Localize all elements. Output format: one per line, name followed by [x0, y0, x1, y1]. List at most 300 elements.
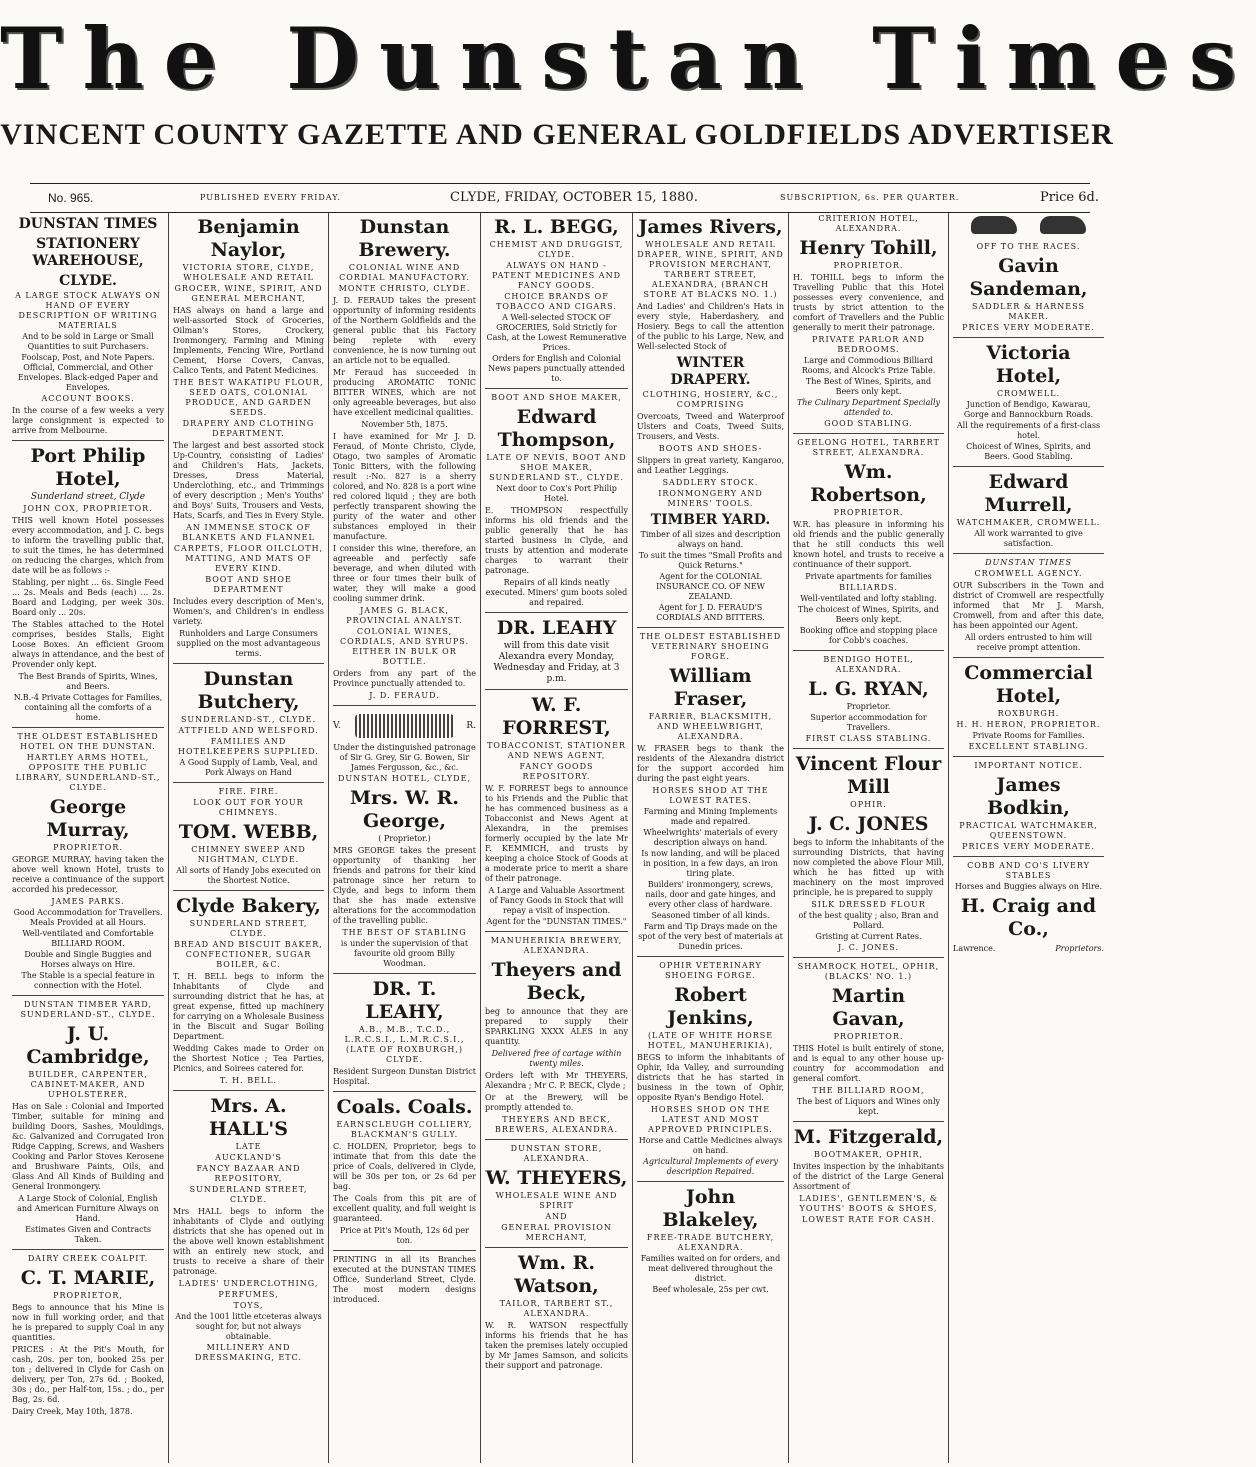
- ad-text: FIRE. FIRE.: [218, 787, 279, 796]
- ad-heading: Henry Tohill,: [799, 237, 938, 259]
- ad-text: Mr Feraud has succeeded in producing AROMATIC TONIC BITTER WINES, which are not only agreeable beverages, but also have excellent medicinal qualities.: [333, 368, 476, 417]
- ad-text: Farm and Tip Drays made on the spot of the very best of materials at Dunedin prices.: [638, 922, 783, 951]
- ad-text: ( Proprietor.): [378, 834, 431, 843]
- ad-text: A Large and Valuable Assortment of Fancy Goods in Stock that will repay a visit of inspection.: [488, 886, 625, 915]
- ad-text: ROXBURGH.: [997, 709, 1060, 718]
- ad-heading: Mrs. W. R. George,: [350, 787, 459, 832]
- divider: [793, 748, 944, 749]
- ad-text: Includes every description of Men's, Women's, and Children's in endless variety.: [173, 597, 324, 626]
- ad-text: J. C. JONES.: [838, 943, 899, 952]
- ad-text: C. HOLDEN, Proprietor, begs to intimate that from this date the price of Coals, delivered in Clyde, will be 30s per ton, or 2s 6d per bag.: [333, 1142, 476, 1191]
- ad-text: MANUHERIKIA BREWERY, ALEXANDRA.: [490, 936, 623, 955]
- ad-heading: Dunstan Butchery,: [197, 668, 300, 713]
- issue-number: No. 965.: [48, 191, 94, 205]
- ad-text: Runholders and Large Consumers supplied on the most advantageous terms.: [176, 629, 321, 658]
- ad-heading: Martin Gavan,: [831, 985, 906, 1030]
- ad-text: BOOT AND SHOE DEPARTMENT: [205, 575, 292, 594]
- ad-heading: Gavin Sandeman,: [969, 255, 1088, 300]
- horse-icon: [1040, 216, 1086, 234]
- ad-heading: STATIONERY WAREHOUSE,: [32, 236, 144, 269]
- ad-text: MILLINERY AND DRESSMAKING, ETC.: [195, 1343, 302, 1362]
- divider: [485, 388, 628, 389]
- column-5: [632, 213, 788, 1463]
- ad-text: T. H. BELL begs to inform the Inhabitants of Clyde and surrounding district that he has, at great expense, fitted up machinery for carrying on a Wholesale Business in the Biscuit and Sugar Boiling Department.: [173, 972, 324, 1041]
- ad-text: FIRST CLASS STABLING.: [805, 734, 932, 743]
- ad-text: OPHIR.: [850, 800, 887, 809]
- ad-heading: TOM. WEBB,: [178, 821, 319, 843]
- horse-icon: [971, 216, 1017, 234]
- ad-text: EARNSCLEUGH COLLIERY, BLACKMAN'S GULLY.: [336, 1120, 473, 1139]
- ad-text: of the best quality ; also, Bran and Pollard.: [798, 911, 939, 930]
- ad-text: PRICES VERY MODERATE.: [962, 323, 1095, 332]
- ad-text: Has on Sale : Colonial and Imported Timber, suitable for mining and building Doors, Sashes, Mouldings, &c. Galvanized and Corrugated Iron Ridge Capping, Screws, and Washers Cooking and Parlor Stoves Kerosene and Brushware Paints, Oils, and Glass And All Kinds of Building and General Ironmongery.: [12, 1102, 164, 1191]
- divider: [12, 440, 164, 441]
- ad-text: TOYS,: [233, 1301, 264, 1310]
- divider: [173, 782, 324, 783]
- divider: [793, 1121, 944, 1122]
- ad-text: H. H. HERON, PROPRIETOR.: [956, 720, 1101, 729]
- ad-text: Mrs HALL begs to inform the inhabitants of Clyde and outlying districts that she has opened out in the above well known establishment with an entirely new stock, and trusts to receive a share of their patronage.: [173, 1207, 324, 1276]
- royal-arms: [333, 710, 476, 742]
- newspaper-title: The Dunstan Times: [0, 9, 1256, 108]
- ad-text: GROCER, WINE, SPIRIT, AND GENERAL MERCHANT,: [174, 284, 323, 303]
- ad-heading: Edward Murrell,: [984, 471, 1073, 516]
- ad-heading: TIMBER YARD.: [650, 512, 771, 528]
- ad-text: will from this date visit Alexandra every Monday, Wednesday and Friday, at 3 p.m.: [493, 641, 620, 684]
- ad-text: Booking office and stopping place for Cobb's coaches.: [799, 626, 938, 645]
- ad-text: Price at Pit's Mouth, 12s 6d per ton.: [340, 1226, 469, 1245]
- ad-text: SUNDERLAND STREET, CLYDE.: [189, 1185, 308, 1204]
- ad-text: Dairy Creek, May 10th, 1878.: [12, 1407, 133, 1416]
- ad-text: LOWEST RATE FOR CASH.: [802, 1215, 935, 1224]
- ad-text: Well-ventilated and Comfortable BILLIARD ROOM.: [22, 929, 154, 948]
- ad-text: J. D. FERAUD.: [369, 691, 440, 700]
- ad-text: Delivered free of cartage within twenty miles.: [491, 1049, 622, 1068]
- ad-text: SUNDERLAND STREET, CLYDE.: [189, 919, 308, 938]
- ad-heading: Wm. Robertson,: [810, 461, 927, 506]
- ad-text: WATCHMAKER, CROMWELL.: [956, 518, 1101, 527]
- divider: [485, 612, 628, 613]
- divider: [953, 657, 1104, 658]
- ad-heading: J. C. JONES: [808, 813, 929, 835]
- ad-text: Stabling, per night ... 6s. Single Feed ... 2s. Meals and Beds (each) ... 2s. Board and Lodging, per week 30s. Board only ... 20s.: [12, 578, 164, 617]
- ad-text: Superior accommodation for Travellers.: [810, 713, 927, 732]
- ad-heading: Robert Jenkins,: [667, 984, 754, 1029]
- column-7: [948, 213, 1108, 1463]
- ad-text: GENERAL PROVISION MERCHANT,: [501, 1223, 612, 1242]
- ad-text: AND: [545, 1212, 568, 1221]
- ad-text: BILLIARDS.: [839, 583, 898, 592]
- ad-text: All orders entrusted to him will receive prompt attention.: [964, 633, 1093, 652]
- ad-text: FANCY BAZAAR AND REPOSITORY,: [196, 1164, 301, 1183]
- ad-heading: James Rivers,: [638, 216, 783, 238]
- divider: [173, 890, 324, 891]
- divider: [333, 1250, 476, 1251]
- ad-text: MONTE CHRISTO, CLYDE.: [338, 284, 471, 293]
- ad-text: THIS Hotel is built entirely of stone, and is equal to any other house up-country for accommodation and general comfort.: [793, 1044, 944, 1083]
- ad-text: ALWAYS ON HAND - PATENT MEDICINES AND FANCY GOODS.: [492, 261, 621, 290]
- ad-heading: Victoria Hotel,: [986, 342, 1071, 387]
- ad-text: BOOTMAKER, OPHIR,: [813, 1150, 924, 1159]
- ad-heading: Port Philip Hotel,: [30, 445, 146, 490]
- ad-text: COBB AND CO'S LIVERY STABLES: [967, 861, 1090, 880]
- ad-heading: George Murray,: [46, 796, 130, 841]
- divider: [12, 727, 164, 728]
- ad-text: OPHIR VETERINARY SHOEING FORGE.: [659, 961, 762, 980]
- racehorse-vignettes: [953, 213, 1104, 241]
- ad-text: MRS GEORGE takes the present opportunity of thanking her friends and patrons for their kind patronage since her return to Clyde, and begs to inform them that she has made extensive alterations for the accommodation of the travelling public.: [333, 846, 476, 925]
- ad-text: THE OLDEST ESTABLISHED VETERINARY SHOEING FORGE.: [639, 632, 782, 661]
- ad-text: OFF TO THE RACES.: [976, 242, 1081, 251]
- ad-text: JAMES PARKS.: [51, 897, 125, 906]
- ad-heading: R. L. BEGG,: [494, 216, 619, 238]
- column-4: [480, 213, 632, 1463]
- ad-text: PROPRIETOR.: [833, 508, 904, 517]
- ad-heading: H. Craig and Co.,: [960, 895, 1097, 940]
- ad-text: Seasoned timber of all kinds.: [651, 911, 770, 920]
- ad-text: CROMWELL.: [996, 389, 1061, 398]
- ad-text: I have examined for Mr J. D. Feraud, of Monte Christo, Clyde, Otago, two samples of Aromatic Tonic Bitters, with the following result :-No. 827 is a sherry colored, and No. 828 is a port wine red colored liquid ; they are both perfectly transparent showing the purity of the water and other substances employed in their manufacture.: [333, 432, 476, 541]
- ad-text: Orders left with Mr THEYERS, Alexandra ; Mr C. P. BECK, Clyde ;: [485, 1071, 628, 1090]
- ad-heading: Vincent Flour Mill: [795, 753, 942, 798]
- ad-text: EXCELLENT STABLING.: [968, 742, 1089, 751]
- ad-text: PRICES VERY MODERATE.: [962, 842, 1095, 851]
- ad-text: A LARGE STOCK ALWAYS ON HAND OF EVERY DESCRIPTION OF WRITING MATERIALS: [15, 291, 161, 330]
- issue-price: Price 6d.: [1040, 190, 1099, 205]
- ad-text: Next door to Cox's Port Philip Hotel.: [496, 484, 617, 503]
- ad-text: N.B.-4 Private Cottages for Families, containing all the comforts of a home.: [13, 693, 163, 722]
- ad-text: LADIES', GENTLEMEN'S, & YOUTHS' BOOTS & SHOES,: [799, 1194, 938, 1213]
- ad-text: WHOLESALE WINE AND SPIRIT: [495, 1191, 618, 1210]
- ad-text: Beef wholesale, 25s per cwt.: [652, 1285, 769, 1294]
- ad-text: HARTLEY ARMS HOTEL, OPPOSITE THE PUBLIC LIBRARY, SUNDERLAND-ST., CLYDE.: [15, 753, 161, 792]
- ad-text: BEGS to inform the inhabitants of Ophir, Ida Valley, and surrounding districts that he has started in business in the town of Ophir, opposite Ryan's Bendigo Hotel.: [637, 1053, 784, 1102]
- ad-text: W. F. FORREST begs to announce to his Friends and the Public that he has commenced business as a Tobacconist and News Agent at Alexandra, in the premises formerly occupied by the late Mr F. KEMMICH, and trusts by keeping a choice Stock of Goods at a moderate price to merit a share of their patronage.: [485, 784, 628, 883]
- ad-text: A Large Stock of Colonial, English and American Furniture Always on Hand.: [17, 1194, 159, 1223]
- divider: [953, 756, 1104, 757]
- newspaper-subtitle: VINCENT COUNTY GAZETTE AND GENERAL GOLDFIELDS ADVERTISER: [0, 118, 1114, 151]
- ad-text: And to be sold in Large or Small Quantities to suit Purchasers.: [22, 332, 154, 351]
- ad-text: A Well-selected STOCK OF GROCERIES, Sold Strictly for Cash, at the Lowest Remunerative Prices.: [486, 313, 627, 352]
- ad-text: LADIES' UNDERCLOTHING,: [178, 1279, 319, 1288]
- ad-text: DUNSTAN TIMES: [985, 558, 1072, 567]
- ad-text: Junction of Bendigo, Kawarau, Gorge and Bannockburn Roads.: [963, 400, 1094, 419]
- ad-text: IMPORTANT NOTICE.: [974, 761, 1083, 770]
- ad-text: (LATE OF WHITE HORSE HOTEL, MANUHERIKIA),: [647, 1031, 774, 1050]
- ad-text: PRIVATE PARLOR AND BEDROOMS.: [812, 335, 925, 354]
- ad-heading: DR. LEAHY: [496, 617, 617, 639]
- divider: [793, 957, 944, 958]
- ad-heading: W. F. FORREST,: [502, 694, 611, 739]
- ad-text: The Culinary Department Specially attended to.: [796, 398, 941, 417]
- ad-text: TOBACCONIST, STATIONER AND NEWS AGENT,: [487, 741, 626, 760]
- column-1: [8, 213, 168, 1463]
- ad-text: OUR Subscribers in the Town and district of Cromwell are respectfully informed that Mr J. Marsh, Cromwell, from and after this date, has been appointed our Agent.: [953, 581, 1104, 630]
- ad-text: BUILDER, CARPENTER, CABINET-MAKER, AND UPHOLSTERER,: [28, 1070, 148, 1099]
- ad-text: PROPRIETOR,: [53, 1291, 123, 1300]
- ad-text: Choicest of Wines, Spirits, and Beers. Good Stabling.: [966, 442, 1091, 461]
- ad-text: W.R. has pleasure in informing his old friends and the public generally that he still conducts this well known hotel, and trusts to receive a continuance of their support.: [793, 520, 944, 569]
- ad-text: The Best Brands of Spirits, Wines, and Beers.: [18, 672, 158, 691]
- ad-text: THIS well known Hotel possesses every accommodation, and J. C. begs to inform the travelling public that, to suit the times, he has determined on reducing the charges, which from date will be as follows :-: [12, 516, 164, 575]
- ad-text: Large and Commodious Billiard Rooms, and Alcock's Prize Table.: [801, 356, 936, 375]
- issue-date: CLYDE, FRIDAY, OCTOBER 15, 1880.: [450, 190, 698, 205]
- ad-text: SADDLERY STOCK.: [662, 478, 759, 487]
- ad-text: November 5th, 1875.: [361, 420, 448, 429]
- ad-text: Well-ventilated and lofty stabling.: [800, 594, 937, 603]
- ad-text: THE OLDEST ESTABLISHED HOTEL ON THE DUNSTAN.: [17, 732, 159, 751]
- ad-heading: W. THEYERS,: [485, 1167, 628, 1189]
- ad-text: Double and Single Buggies and Horses always on Hire.: [24, 950, 152, 969]
- ad-text: LATE OF NEVIS, BOOT AND SHOE MAKER, SUNDERLAND ST., CLYDE.: [486, 453, 627, 482]
- ad-text: PRICES : At the Pit's Mouth, for cash, 20s. per ton, booked 25s per ton ; delivered in Clyde for Cash on delivery, per Ton, 27s 6d. ; Booked, 30s ; do., per Half-ton, 15s. ; do., per Bag, 2s. 6d.: [12, 1345, 164, 1404]
- ad-text: CLOTHING, HOSIERY, &C., COMPRISING: [642, 390, 779, 409]
- ad-text: PROPRIETOR.: [833, 261, 904, 270]
- ad-text: COLONIAL WINE AND CORDIAL MANUFACTORY.: [339, 263, 470, 282]
- divider: [485, 689, 628, 690]
- divider: [637, 1181, 784, 1182]
- ad-text: All sorts of Handy Jobs executed on the Shortest Notice.: [176, 866, 321, 885]
- ad-text: A.B., M.B., T.C.D., L.R.C.S.I., L.M.R.C.S.I., (LATE OF ROXBURGH,) CLYDE.: [344, 1025, 465, 1064]
- ad-text: To suit the times "Small Profits and Quick Returns.": [638, 551, 783, 570]
- ad-text: THE BILLIARD ROOM,: [812, 1086, 925, 1095]
- column-2: [168, 213, 328, 1463]
- advert-columns: [8, 213, 1108, 1465]
- ad-text: T. H. BELL.: [219, 1076, 278, 1085]
- ad-text: The Stable is a special feature in connection with the Hotel.: [21, 971, 155, 990]
- ad-text: Invites inspection by the inhabitants of the district of the Large General Assortment of: [793, 1162, 944, 1191]
- royal-arms-crest-icon: [355, 714, 454, 738]
- ad-text: ATTFIELD AND WELSFORD.: [178, 726, 319, 735]
- divider: [637, 627, 784, 628]
- divider: [12, 995, 164, 996]
- publication-frequency: PUBLISHED EVERY FRIDAY.: [200, 193, 342, 202]
- royal-arms-v: V.: [333, 720, 341, 731]
- ad-text: VICTORIA STORE, CLYDE, WHOLESALE AND RETAIL: [182, 263, 315, 282]
- ad-heading: WINTER DRAPERY.: [670, 355, 751, 388]
- ad-text: Proprietor.: [846, 702, 891, 711]
- ad-text: Repairs of all kinds neatly executed. Miners' gum boots soled and repaired.: [485, 578, 628, 607]
- ad-text: SILK DRESSED FLOUR: [811, 900, 926, 909]
- ad-text: HAS always on hand a large and well-assorted Stock of Groceries, Oilman's Stores, Crockery, Ironmongery, Farming and Mining Implements, Fencing Wire, Portland Cement, Horse Covers, Canvas, Calico Tents, and Patent Medicines.: [173, 306, 324, 375]
- ad-heading: Commercial Hotel,: [964, 662, 1093, 707]
- ad-text: Timber of all sizes and description always on hand.: [640, 530, 781, 549]
- ad-text: SADDLER & HARNESS MAKER.: [972, 302, 1085, 321]
- ad-text: Overcoats, Tweed and Waterproof Ulsters and Coats, Tweed Suits, Trousers, and Vests.: [637, 412, 784, 441]
- ad-text: FANCY GOODS REPOSITORY.: [519, 762, 594, 781]
- ad-heading: Wm. R. Watson,: [514, 1252, 599, 1297]
- column-6: [788, 213, 948, 1463]
- ad-heading: DUNSTAN TIMES: [18, 216, 158, 232]
- ad-text: BREAD AND BISCUIT BAKER, CONFECTIONER, SUGAR BOILER, &C.: [174, 940, 323, 969]
- ad-text: And the 1001 little etceteras always sought for, but not always obtainable.: [175, 1312, 322, 1341]
- ad-text: Builders' ironmongery, screws, nails, door and gate hinges, and every other class of hardware.: [645, 880, 776, 909]
- ad-text: CROMWELL AGENCY.: [974, 569, 1083, 578]
- ad-text: AUCKLAND'S: [215, 1153, 282, 1162]
- ad-heading: John Blakeley,: [662, 1186, 759, 1231]
- divider: [637, 956, 784, 957]
- ad-text: W. R. WATSON respectfully informs his friends that he has taken the premises lately occupied by Mr James Samson, and solicits their support and patronage.: [485, 1321, 628, 1370]
- ad-text: Horse and Cattle Medicines always on hand.: [638, 1136, 783, 1155]
- ad-text: GEORGE MURRAY, having taken the above well known Hotel, trusts to receive a continuance of the support accorded his predecessor,: [12, 855, 164, 894]
- ad-text: W. FRASER begs to thank the residents of the Alexandra district for the support accorded him during the past eight years.: [637, 744, 784, 783]
- ad-text: WHOLESALE AND RETAIL DRAPER, WINE, SPIRIT, AND PROVISION MERCHANT, TARBERT STREET, ALEXANDRA, (BRANCH STORE AT BLACKS NO. 1.): [637, 240, 784, 299]
- ad-text: is under the supervision of that favourite old groom Billy Woodman.: [340, 939, 469, 968]
- ad-text: Foolscap, Post, and Note Papers. Official, Commercial, and Other Envelopes. Black-edged Paper and Envelopes.: [17, 353, 159, 392]
- ad-text: Estimates Given and Contracts Taken.: [25, 1225, 151, 1244]
- divider: [953, 856, 1104, 857]
- ad-text: begs to inform the inhabitants of the surrounding Districts, that having now completed the above Flour Mill, which he has fitted up with machinery on the most improved principle, he is prepared to supply: [793, 838, 944, 897]
- ad-text: J. D. FERAUD takes the present opportunity of informing residents of the Northern Goldfields and the general public that his Factory being replete with every convenience, he is now turning out an article not to be equalled.: [333, 296, 476, 365]
- ad-heading: L. G. RYAN,: [808, 678, 929, 700]
- ad-text: Agent for the "DUNSTAN TIMES.": [486, 917, 627, 926]
- ad-text: Farming and Mining Implements made and repaired.: [643, 807, 778, 826]
- ad-heading: Theyers and Beck,: [491, 959, 622, 1004]
- signature-line: [953, 942, 1104, 956]
- ad-text: CHEMIST AND DRUGGIST, CLYDE.: [489, 240, 624, 259]
- ad-text: All the requirements of a first-class hotel.: [956, 421, 1101, 440]
- divider: [953, 466, 1104, 467]
- ad-text: PRACTICAL WATCHMAKER, QUEENSTOWN.: [959, 821, 1098, 840]
- ad-heading: C. T. MARIE,: [20, 1267, 156, 1289]
- ad-heading: J. U. Cambridge,: [26, 1023, 150, 1068]
- ad-heading: Coals. Coals.: [336, 1096, 473, 1118]
- ad-text: The Coals from this pit are of excellent quality, and full weight is guaranteed.: [333, 1194, 476, 1223]
- ad-text: DRAPERY AND CLOTHING DEPARTMENT.: [182, 419, 315, 438]
- ad-text: DUNSTAN TIMBER YARD, SUNDERLAND-ST., CLYDE.: [20, 1000, 156, 1019]
- ad-text: Is now landing, and will be placed in position, in a few days, an iron tiring plate.: [641, 849, 780, 878]
- ad-text: The Stables attached to the Hotel comprises, besides Stalls, Eight Loose Boxes. An efficient Groom always in attendance, and the best of Provender only kept.: [12, 620, 164, 669]
- ad-text: Orders for English and Colonial News papers punctually attended to.: [488, 354, 625, 383]
- ad-text: A Good Supply of Lamb, Veal, and Pork Always on Hand: [179, 758, 318, 777]
- ad-heading: Dunstan Brewery.: [358, 216, 451, 261]
- ad-text: DAIRY CREEK COALPIT.: [27, 1254, 149, 1263]
- ad-heading: CLYDE.: [59, 273, 117, 289]
- ad-heading: M. Fitzgerald,: [793, 1126, 944, 1148]
- ad-text: Resident Surgeon Dunstan District Hospital.: [333, 1067, 476, 1086]
- ad-text: GOOD STABLING.: [824, 419, 913, 428]
- ad-text: LOOK OUT FOR YOUR CHIMNEYS.: [193, 798, 304, 817]
- ad-text: IRONMONGERY AND MINERS' TOOLS.: [658, 489, 763, 508]
- ad-text: Wedding Cakes made to Order on the Shortest Notice ; Tea Parties, Picnics, and Soirees catered for.: [173, 1044, 324, 1073]
- ad-text: SHAMROCK HOTEL, OPHIR, (BLACKS' NO. 1.): [797, 962, 940, 981]
- ad-text: HORSES SHOD AT THE LOWEST RATES.: [652, 786, 769, 805]
- ad-text: FARRIER, BLACKSMITH, AND WHEELWRIGHT, ALEXANDRA.: [648, 712, 773, 741]
- ad-text: ACCOUNT BOOKS.: [41, 394, 135, 403]
- ad-text: PRINTING in all its Branches executed at the DUNSTAN TIMES Office, Sunderland Street, Clyde. The most modern designs introduced.: [333, 1255, 476, 1304]
- ad-text: JOHN COX, PROPRIETOR.: [23, 504, 153, 513]
- divider: [173, 1090, 324, 1091]
- ad-text: CHIMNEY SWEEP AND NIGHTMAN, CLYDE.: [191, 845, 306, 864]
- ad-heading: James Bodkin,: [987, 774, 1070, 819]
- divider: [485, 1247, 628, 1248]
- ad-text: Good Accommodation for Travellers. Meals Provided at all Hours.: [13, 908, 163, 927]
- ad-text: And Ladies' and Children's Hats in every style, Haberdashery, and Hosiery. Begs to call the attention of the public to his Large, New, and Well-selected Stock of: [637, 302, 784, 351]
- ad-text: The best of Liquors and Wines only kept.: [796, 1097, 941, 1116]
- ad-heading: Clyde Bakery,: [176, 895, 321, 917]
- royal-arms-r: R.: [466, 720, 476, 731]
- ad-text: The Best of Wines, Spirits, and Beers only kept.: [805, 377, 932, 396]
- ad-text: H. TOHILL begs to inform the Travelling Public that this Hotel possesses every convenience, and trusts by strict attention to the comfort of Travellers and the Public generally to merit their patronage.: [793, 273, 944, 332]
- ad-text: BOOTS AND SHOES-: [658, 444, 763, 453]
- ad-heading: DR. T. LEAHY,: [365, 978, 444, 1023]
- ad-text: CHOICE BRANDS OF TOBACCO AND CIGARS.: [496, 292, 617, 311]
- ad-text: Agent for the COLONIAL INSURANCE CO. OF NEW ZEALAND.: [656, 572, 765, 601]
- ad-text: PROPRIETOR.: [833, 1032, 904, 1041]
- ad-text: PERFUMES,: [218, 1290, 279, 1299]
- ad-text: FREE-TRADE BUTCHERY, ALEXANDRA.: [646, 1233, 775, 1252]
- ad-text: THEYERS AND BECK, BREWERS, ALEXANDRA.: [495, 1115, 618, 1134]
- ad-text: AN IMMENSE STOCK OF BLANKETS AND FLANNEL: [182, 523, 315, 542]
- ad-text: The largest and best assorted stock Up-Country, consisting of Ladies' and Children's Hats, Jackets, Dresses, Dress Material, Underclothing, etc., and Trimmings of every description ; Men's Youths' and Boys' Suits, Trousers and Vests, Hats, Scarfs, and Ties in Every Style.: [173, 441, 325, 520]
- ad-text: beg to announce that they are prepared to supply their SPARKLING XXXX ALES in any quantity.: [485, 1007, 628, 1046]
- ad-text: Gristing at Current Rates.: [815, 932, 922, 941]
- divider: [485, 931, 628, 932]
- ad-text: Under the distinguished patronage of Sir G. Grey, Sir G. Bowen, Sir James Fergusson, &c., &c.: [333, 743, 476, 772]
- ad-text: Or at the Brewery, will be promptly attended to.: [485, 1093, 628, 1112]
- ad-heading: Mrs. A. HALL'S: [209, 1095, 288, 1140]
- ad-text: E. THOMPSON respectfully informs his old friends and the public generally that he has started business in Clyde, and trusts by attention and moderate charges to warrant their patronage.: [485, 506, 628, 575]
- ad-text: Private Rooms for Families.: [972, 731, 1085, 740]
- ad-text: In the course of a few weeks a very large consignment is expected to arrive from Melbourne.: [12, 406, 164, 435]
- subscription-rate: SUBSCRIPTION, 6s. PER QUARTER.: [780, 193, 960, 202]
- ad-text: THE BEST WAKATIPU FLOUR, SEED OATS, COLONIAL PRODUCE, AND GARDEN SEEDS.: [173, 378, 324, 417]
- ad-text: Wheelwrights' materials of every description always on hand.: [643, 828, 778, 847]
- ad-text: Agent for J. D. FERAUD'S CORDIALS AND BITTERS.: [656, 603, 765, 622]
- ad-text: THE BEST OF STABLING: [342, 928, 467, 937]
- divider: [333, 1091, 476, 1092]
- column-3: [328, 213, 480, 1463]
- ad-text: Families waited on for orders, and meat delivered throughout the district.: [640, 1254, 781, 1283]
- ad-text: BENDIGO HOTEL, ALEXANDRA.: [823, 655, 914, 674]
- ad-text: I consider this wine, therefore, an agreeable and perfectly safe beverage, and when diluted with three or four times their bulk of water, they will make a good cooling summer drink.: [333, 544, 476, 603]
- ad-text: CRITERION HOTEL, ALEXANDRA.: [818, 214, 919, 233]
- ad-text: Sunderland street, Clyde: [30, 492, 146, 502]
- ad-text: BOOT AND SHOE MAKER,: [491, 393, 622, 402]
- ad-text: Agricultural Implements of every description Repaired.: [643, 1157, 778, 1176]
- divider: [12, 1249, 164, 1250]
- ad-heading: Edward Thompson,: [497, 406, 616, 451]
- divider: [333, 705, 476, 706]
- divider: [173, 663, 324, 664]
- ad-text: Orders from any part of the Province punctually attended to.: [333, 669, 476, 688]
- ad-text: Proprietors.: [1055, 944, 1104, 953]
- ad-text: Private apartments for families: [805, 572, 932, 581]
- ad-text: Lawrence.: [953, 944, 996, 953]
- ad-text: TAILOR, TARBERT ST., ALEXANDRA.: [499, 1299, 614, 1318]
- ad-text: All work warranted to give satisfaction.: [974, 529, 1083, 548]
- ad-heading: William Fraser,: [669, 665, 752, 710]
- masthead: [0, 0, 1256, 151]
- ad-text: Begs to announce that his Mine is now in full working order, and that he is prepared to supply Coal in any quantities.: [12, 1303, 164, 1342]
- ad-text: LATE: [235, 1142, 262, 1151]
- divider: [953, 337, 1104, 338]
- divider: [333, 973, 476, 974]
- divider: [793, 650, 944, 651]
- ad-text: COLONIAL WINES, CORDIALS, AND SYRUPS. EITHER IN BULK OR BOTTLE.: [339, 627, 470, 666]
- divider: [485, 1139, 628, 1140]
- ad-text: FAMILIES AND HOTELKEEPERS SUPPLIED.: [178, 737, 319, 756]
- ad-text: Slippers in great variety, Kangaroo, and Leather Leggings.: [637, 456, 784, 475]
- divider: [953, 553, 1104, 554]
- ad-text: The choicest of Wines, Spirits, and Beers only kept.: [798, 605, 939, 624]
- ad-text: HORSES SHOD ON THE LATEST AND MOST APPROVED PRINCIPLES.: [648, 1105, 773, 1134]
- ad-text: GEELONG HOTEL, TARBERT STREET, ALEXANDRA.: [797, 438, 940, 457]
- divider: [793, 433, 944, 434]
- dateline: [30, 183, 1099, 213]
- ad-text: DUNSTAN HOTEL, CLYDE,: [338, 774, 471, 783]
- ad-text: JAMES G. BLACK, PROVINCIAL ANALYST.: [346, 606, 463, 625]
